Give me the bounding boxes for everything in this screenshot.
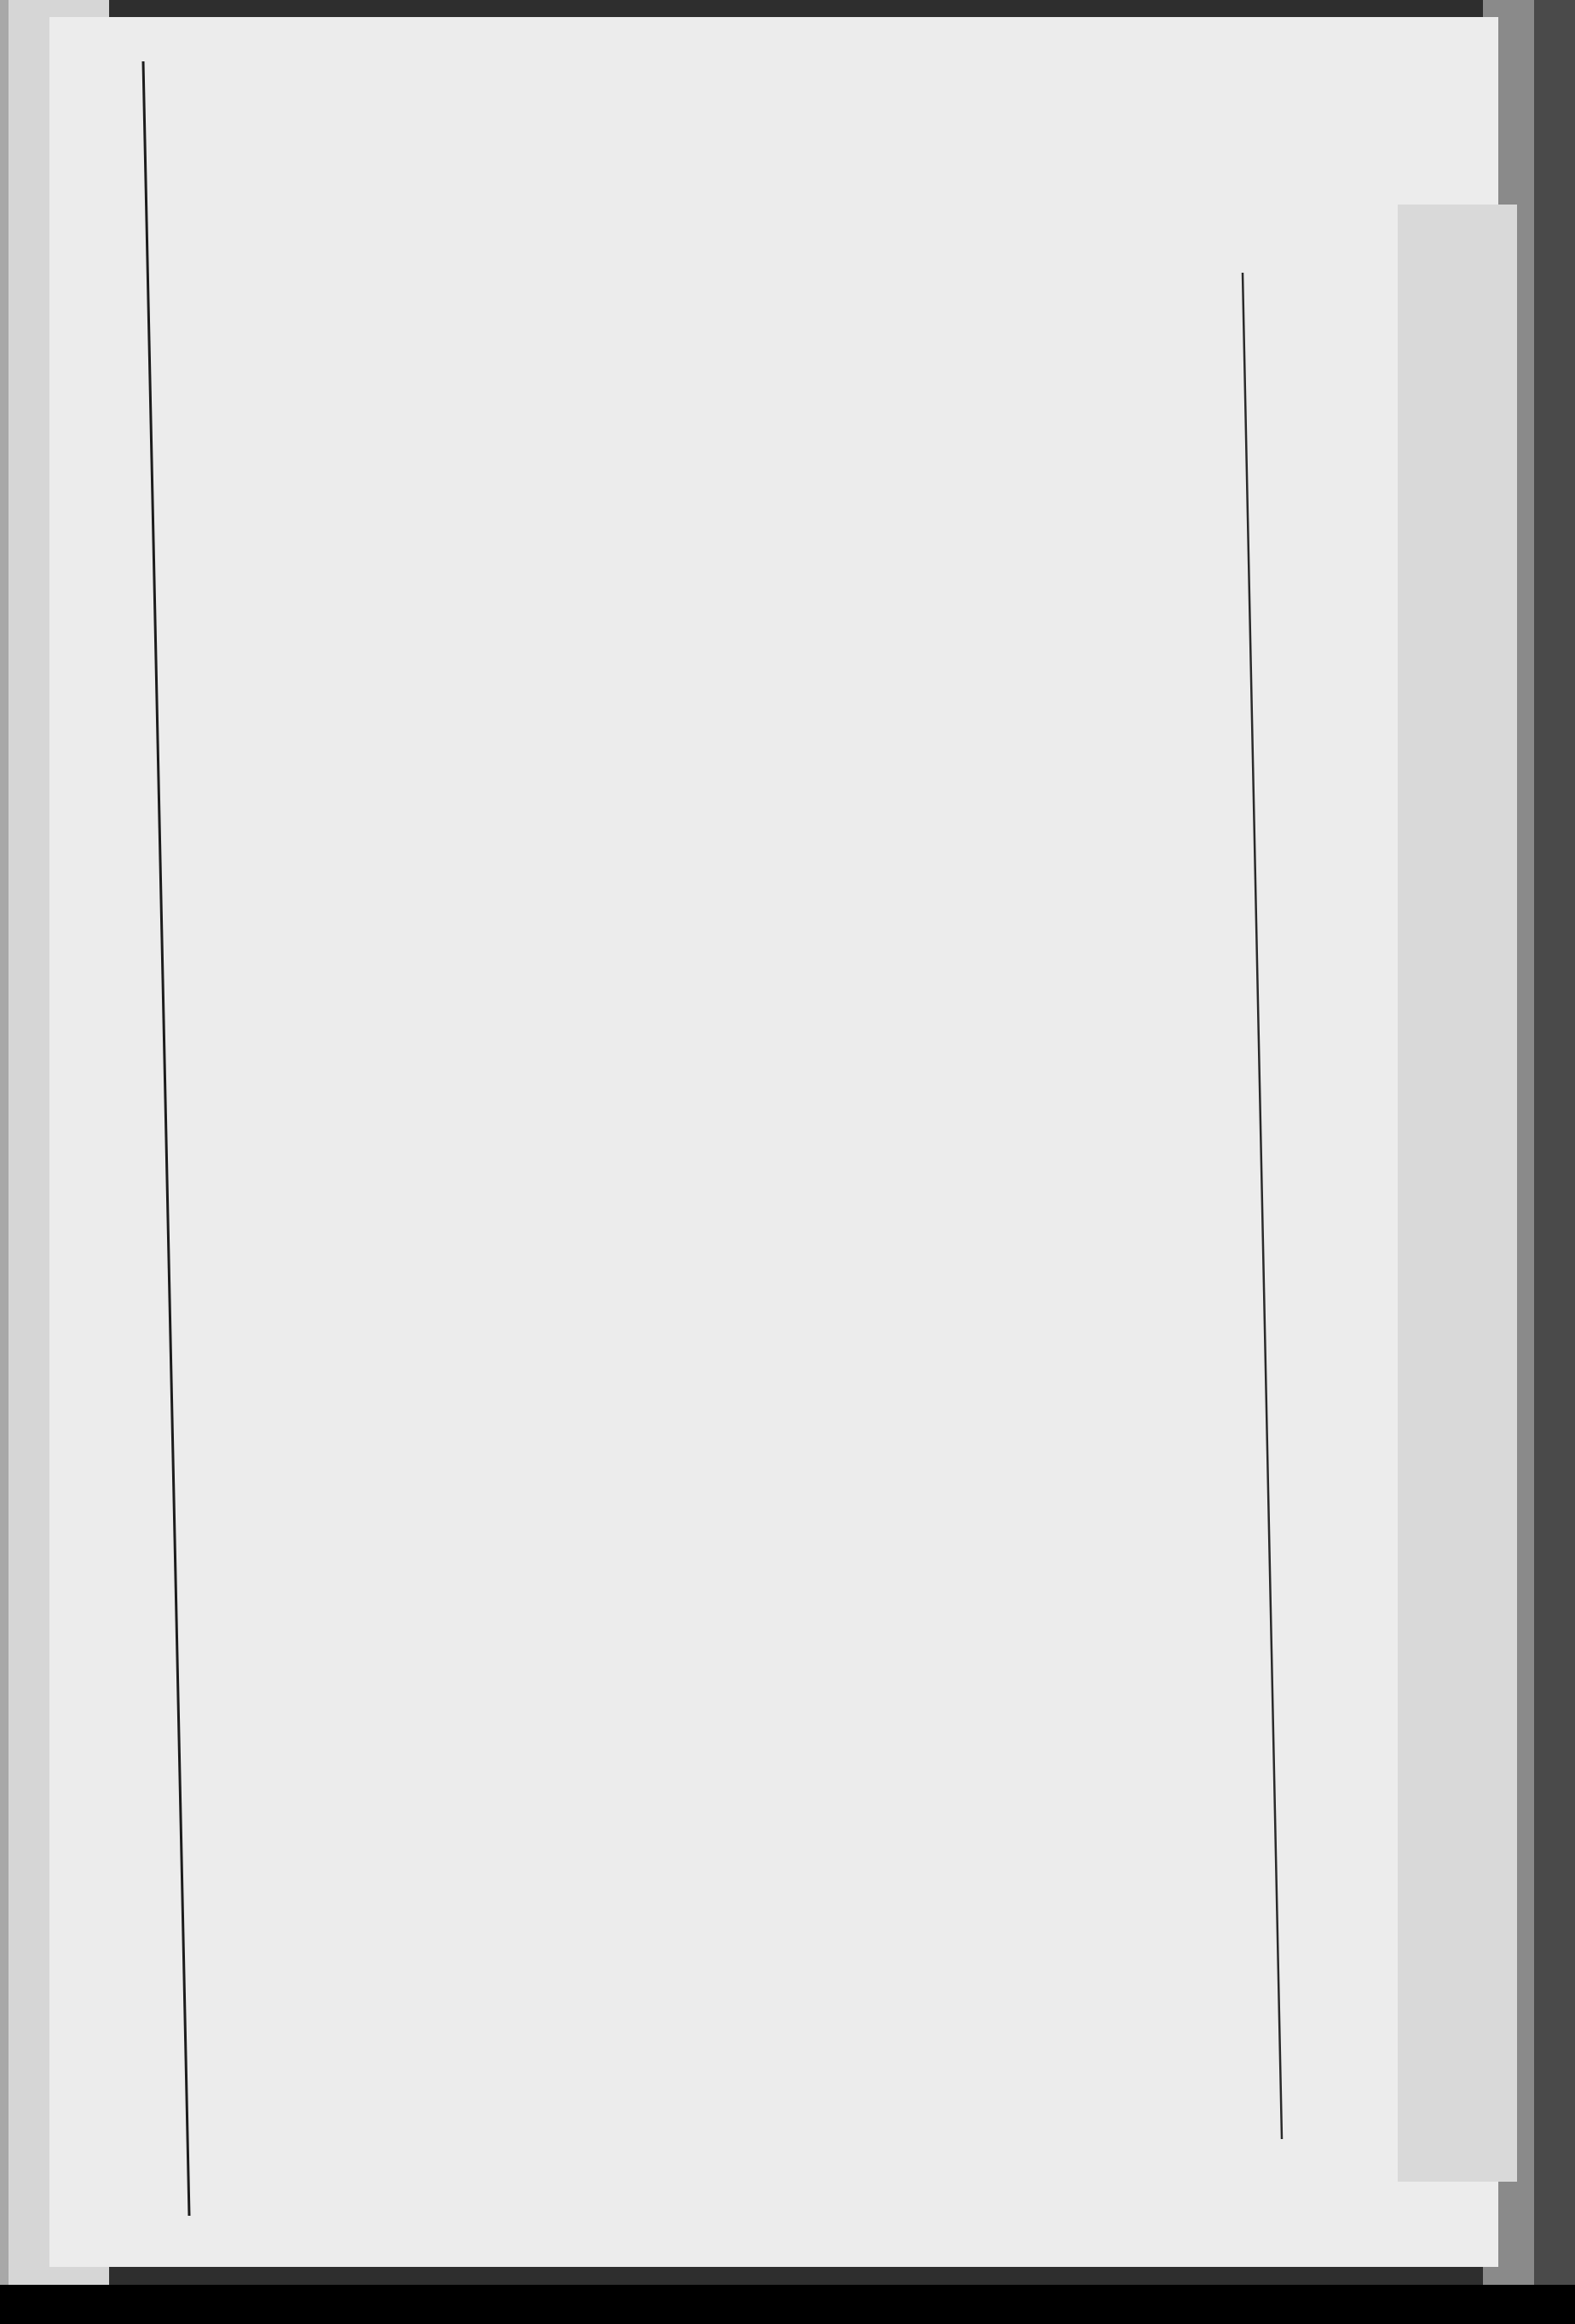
image-caption: [0, 2285, 1575, 2324]
tab-strip: [1398, 205, 1517, 2182]
index-page: [49, 17, 1498, 2267]
